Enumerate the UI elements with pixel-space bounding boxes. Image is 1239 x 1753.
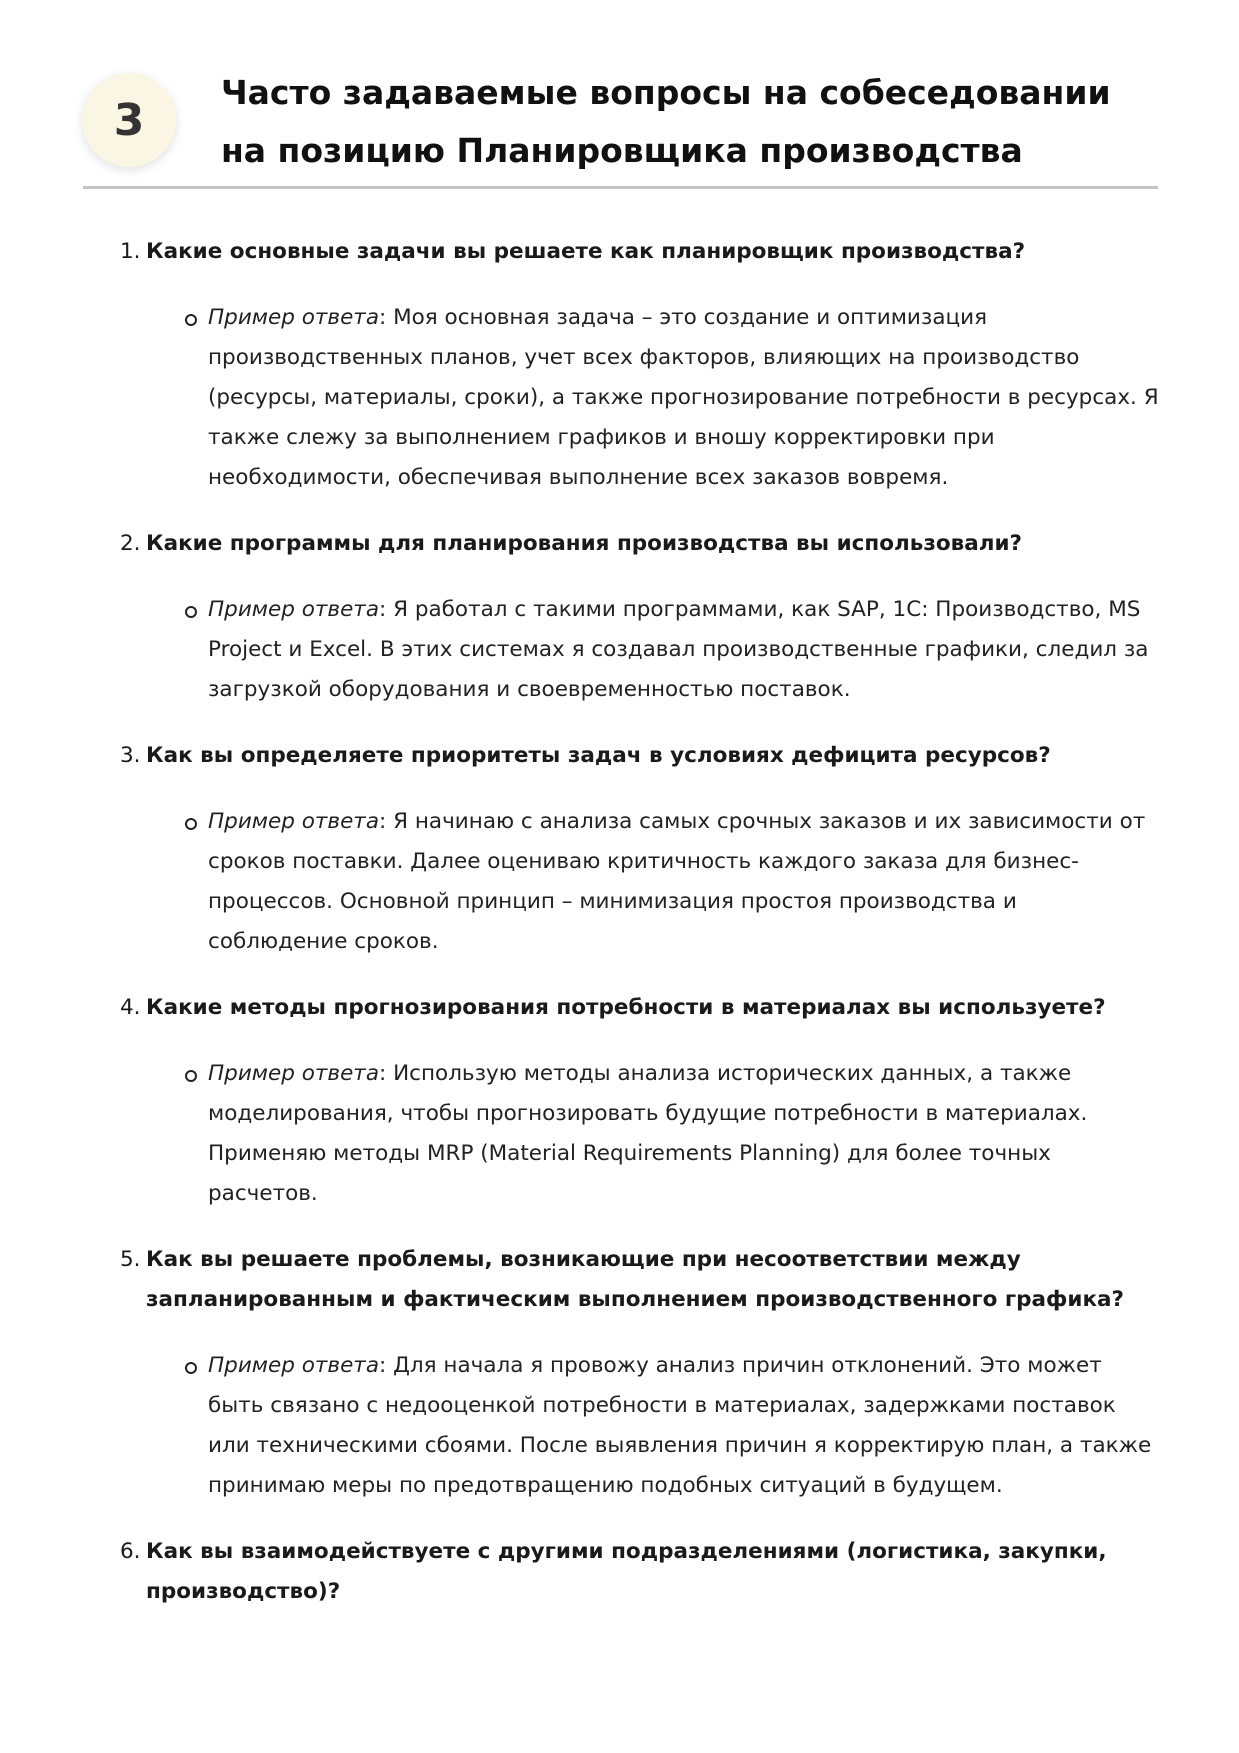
- question-text: Как вы определяете приоритеты задач в условиях дефицита ресурсов?: [146, 743, 1051, 768]
- question-text: Как вы взаимодействуете с другими подразделениями (логистика, закупки, производство)?: [146, 1539, 1107, 1604]
- answer-prefix: Пример ответа: [208, 305, 379, 330]
- answer-prefix: Пример ответа: [208, 1061, 379, 1086]
- bullet-icon: [182, 1054, 208, 1214]
- bullet-icon: [182, 590, 208, 710]
- bullet-icon: [182, 802, 208, 962]
- answer-text: : Для начала я провожу анализ причин отклонений. Это может быть связано с недооценкой потребности в материалах, задержками поставок или техническими сбоями. После выявления причин я корректирую план, а также принимаю меры по предотвращению подобных ситуаций в будущем.: [208, 1353, 1152, 1498]
- answer-prefix: Пример ответа: [208, 597, 379, 622]
- answer-text: : Моя основная задача – это создание и оптимизация производственных планов, учет всех факторов, влияющих на производство (ресурсы, материалы, сроки), а также прогнозирование потребности в ресурсах. Я также слежу за выполнением графиков и вношу корректировки при необходимости, обеспечивая выполнение всех заказов вовремя.: [208, 305, 1159, 490]
- question-number: 6.: [120, 1539, 141, 1564]
- answer-text: : Я начинаю с анализа самых срочных заказов и их зависимости от сроков поставки. Далее оцениваю критичность каждого заказа для бизнес-процессов. Основной принцип – минимизация простоя производства и соблюдение сроков.: [208, 809, 1146, 954]
- question-number: 2.: [120, 531, 141, 556]
- question-number: 5.: [120, 1247, 141, 1272]
- faq-question: [120, 1240, 1160, 1320]
- faq-list: [120, 232, 1160, 1638]
- answer-text: : Использую методы анализа исторических данных, а также моделирования, чтобы прогнозировать будущие потребности в материалах. Применяю методы MRP (Material Requirements Planning) для более точных расчетов.: [208, 1061, 1088, 1206]
- faq-question: [120, 232, 1160, 272]
- faq-answer: [182, 1054, 1160, 1214]
- question-text: Какие методы прогнозирования потребности в материалах вы используете?: [146, 995, 1106, 1020]
- page-title: Часто задаваемые вопросы на собеседовании на позицию Планировщика производства: [221, 73, 1111, 170]
- faq-question: [120, 524, 1160, 564]
- answer-prefix: Пример ответа: [208, 1353, 379, 1378]
- bullet-icon: [182, 298, 208, 498]
- question-number: 3.: [120, 743, 141, 768]
- title-divider: [83, 186, 1158, 189]
- faq-answer: [182, 298, 1160, 498]
- question-text: Какие программы для планирования производства вы использовали?: [146, 531, 1023, 556]
- section-number-badge: 3: [82, 73, 176, 167]
- answer-text: : Я работал с такими программами, как SAP, 1С: Производство, MS Project и Excel. В этих системах я создавал производственные графики, следил за загрузкой оборудования и своевременностью поставок.: [208, 597, 1149, 702]
- question-text: Какие основные задачи вы решаете как планировщик производства?: [146, 239, 1026, 264]
- question-number: 1.: [120, 239, 141, 264]
- faq-question: [120, 988, 1160, 1028]
- faq-answer: [182, 1346, 1160, 1506]
- question-number: 4.: [120, 995, 141, 1020]
- question-text: Как вы решаете проблемы, возникающие при несоответствии между запланированным и фактическим выполнением производственного графика?: [146, 1247, 1125, 1312]
- faq-question: [120, 736, 1160, 776]
- answer-prefix: Пример ответа: [208, 809, 379, 834]
- faq-answer: [182, 590, 1160, 710]
- bullet-icon: [182, 1346, 208, 1506]
- faq-question: [120, 1532, 1160, 1612]
- faq-answer: [182, 802, 1160, 962]
